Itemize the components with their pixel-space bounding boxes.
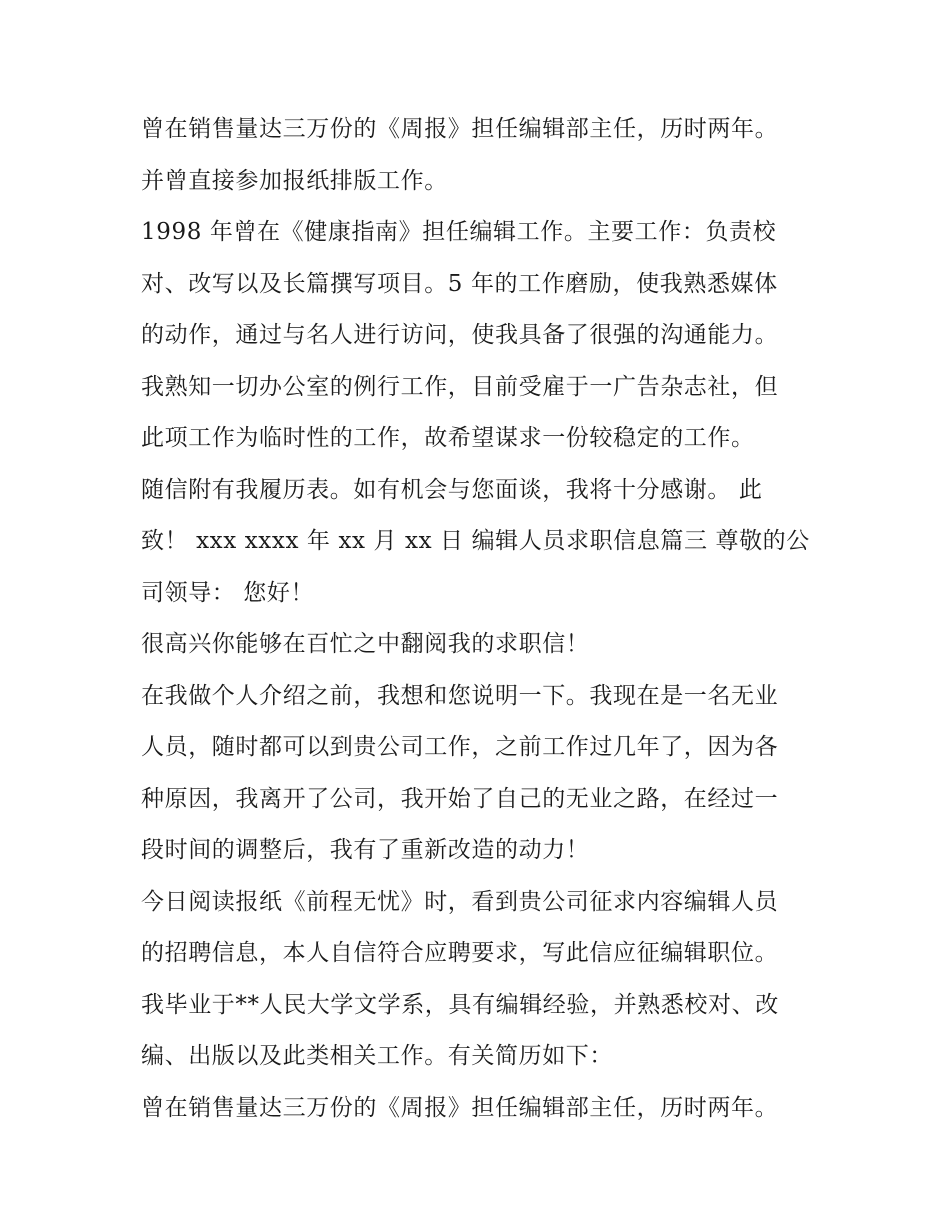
text-line: 种原因，我离开了公司，我开始了自己的无业之路，在经过一 [141,785,779,812]
text-line: 很高兴你能够在百忙之中翻阅我的求职信！ [141,631,590,657]
text-line: 我熟知一切办公室的例行工作，目前受雇于一广告杂志社，但 [141,373,779,400]
text-line: 并曾直接参加报纸排版工作。 [141,167,448,194]
text-line: 致！ xxx xxxx 年 xx 月 xx 日 编辑人员求职信息篇三 尊敬的公 [141,528,810,554]
text-line: 我毕业于**人民大学文学系，具有编辑经验，并熟悉校对、改 [141,991,779,1018]
text-line: 在我做个人介绍之前，我想和您说明一下。我现在是一名无业 [141,682,779,709]
text-line: 此项工作为临时性的工作，故希望谋求一份较稳定的工作。 [141,425,755,451]
text-line: 曾在销售量达三万份的《周报》担任编辑部主任，历时两年。 [141,1094,779,1121]
text-line: 对、改写以及长篇撰写项目。5 年的工作磨励，使我熟悉媒体 [141,270,778,297]
text-line: 1998 年曾在《健康指南》担任编辑工作。主要工作：负责校 [141,219,777,245]
text-line: 编、出版以及此类相关工作。有关简历如下： [141,1043,613,1069]
text-line: 的动作，通过与名人进行访问，使我具备了很强的沟通能力。 [141,322,779,348]
text-line: 今日阅读报纸《前程无忧》时，看到贵公司征求内容编辑人员 [141,888,779,915]
text-line: 的招聘信息，本人自信符合应聘要求，写此信应征编辑职位。 [141,940,779,966]
text-line: 人员，随时都可以到贵公司工作，之前工作过几年了，因为各 [141,734,779,760]
document-body [141,104,821,1134]
text-line: 司领导： 您好！ [141,579,315,606]
text-line: 段时间的调整后，我有了重新改造的动力！ [141,837,590,863]
text-line: 曾在销售量达三万份的《周报》担任编辑部主任，历时两年。 [141,116,779,142]
text-line: 随信附有我履历表。如有机会与您面谈，我将十分感谢。 此 [141,476,763,503]
